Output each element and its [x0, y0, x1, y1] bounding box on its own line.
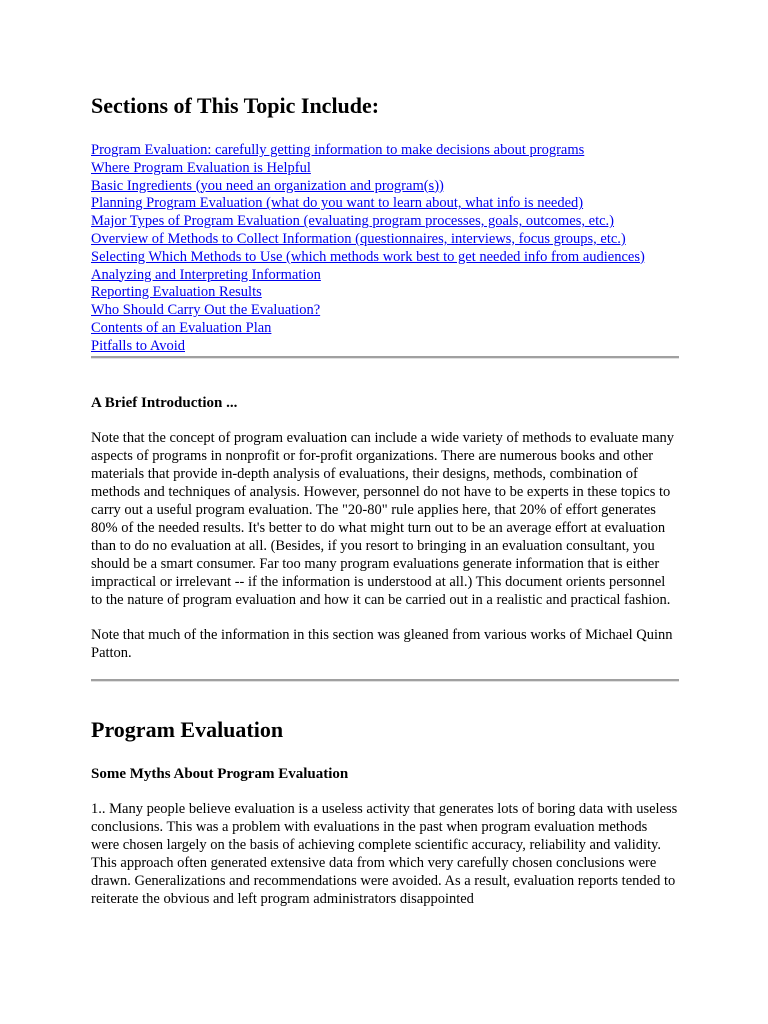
toc-item — [91, 231, 679, 249]
toc-item — [91, 302, 679, 320]
toc-link-pitfalls[interactable]: Pitfalls to Avoid — [91, 337, 185, 354]
toc-link-program-evaluation[interactable]: Program Evaluation: carefully getting information to make decisions about programs — [91, 142, 585, 158]
program-evaluation-title: Program Evaluation — [91, 716, 284, 742]
section-divider — [91, 356, 679, 359]
toc-link-planning[interactable]: Planning Program Evaluation (what do you want to learn about, what info is needed) — [91, 195, 584, 212]
toc-item — [91, 178, 679, 196]
toc-link-major-types[interactable]: Major Types of Program Evaluation (evaluating program processes, goals, outcomes, etc.) — [91, 213, 614, 230]
intro-heading: A Brief Introduction ... — [91, 394, 238, 411]
intro-attribution-paragraph: Note that much of the information in this section was gleaned from various works of Michael Quinn Patton. — [91, 626, 673, 661]
toc-link-where-helpful[interactable]: Where Program Evaluation is Helpful — [91, 159, 311, 176]
myth-paragraph: 1.. Many people believe evaluation is a useless activity that generates lots of boring data with useless conclusions. This was a problem with evaluations in the past when program evaluation methods were chosen largely on the basis of achieving complete scientific accuracy, reliability and validity. This approach often generated extensive data from which very carefully chosen conclusions were drawn. Generalizations and recommendations were avoided. As a result, evaluation reports tended to reiterate the obvious and left program administrators disappointed — [91, 800, 678, 907]
toc-item — [91, 249, 679, 267]
section-divider — [91, 679, 679, 682]
myths-heading: Some Myths About Program Evaluation — [91, 765, 349, 782]
toc-link-reporting[interactable]: Reporting Evaluation Results — [91, 284, 262, 301]
toc-link-plan-contents[interactable]: Contents of an Evaluation Plan — [91, 319, 272, 336]
intro-paragraph: Note that the concept of program evaluation can include a wide variety of methods to evaluate many aspects of programs in nonprofit or for-profit organizations. There are numerous books and other materials that provide in-depth analysis of evaluations, their designs, methods, combination of methods and techniques of analysis. However, personnel do not have to be experts in these topics to carry out a useful program evaluation. The "20-80" rule applies here, that 20% of effort generates 80% of the needed results. It's better to do what might turn out to be an average effort at evaluation than to do no evaluation at all. (Besides, if you resort to bringing in an evaluation consultant, you should be a smart consumer. Far too many program evaluations generate information that is either impractical or irrelevant -- if the information is understood at all.) This document orients personnel to the nature of program evaluation and how it can be carried out in a realistic and practical fashion. — [91, 429, 675, 608]
toc-link-selecting-methods[interactable]: Selecting Which Methods to Use (which methods work best to get needed info from audiences) — [91, 248, 645, 265]
toc-item — [91, 284, 679, 302]
document-content — [91, 92, 679, 925]
toc-item — [91, 338, 679, 356]
toc-item — [91, 142, 679, 160]
toc-link-who-carries-out[interactable]: Who Should Carry Out the Evaluation? — [91, 302, 321, 319]
toc-item — [91, 195, 679, 213]
toc-item — [91, 267, 679, 285]
table-of-contents — [91, 142, 679, 356]
toc-item — [91, 320, 679, 338]
toc-link-methods-overview[interactable]: Overview of Methods to Collect Information (questionnaires, interviews, focus groups, etc.) — [91, 230, 626, 247]
toc-item — [91, 213, 679, 231]
toc-link-analyzing[interactable]: Analyzing and Interpreting Information — [91, 266, 321, 283]
toc-item — [91, 160, 679, 178]
sections-title: Sections of This Topic Include: — [91, 93, 380, 118]
toc-link-basic-ingredients[interactable]: Basic Ingredients (you need an organization and program(s)) — [91, 177, 444, 194]
